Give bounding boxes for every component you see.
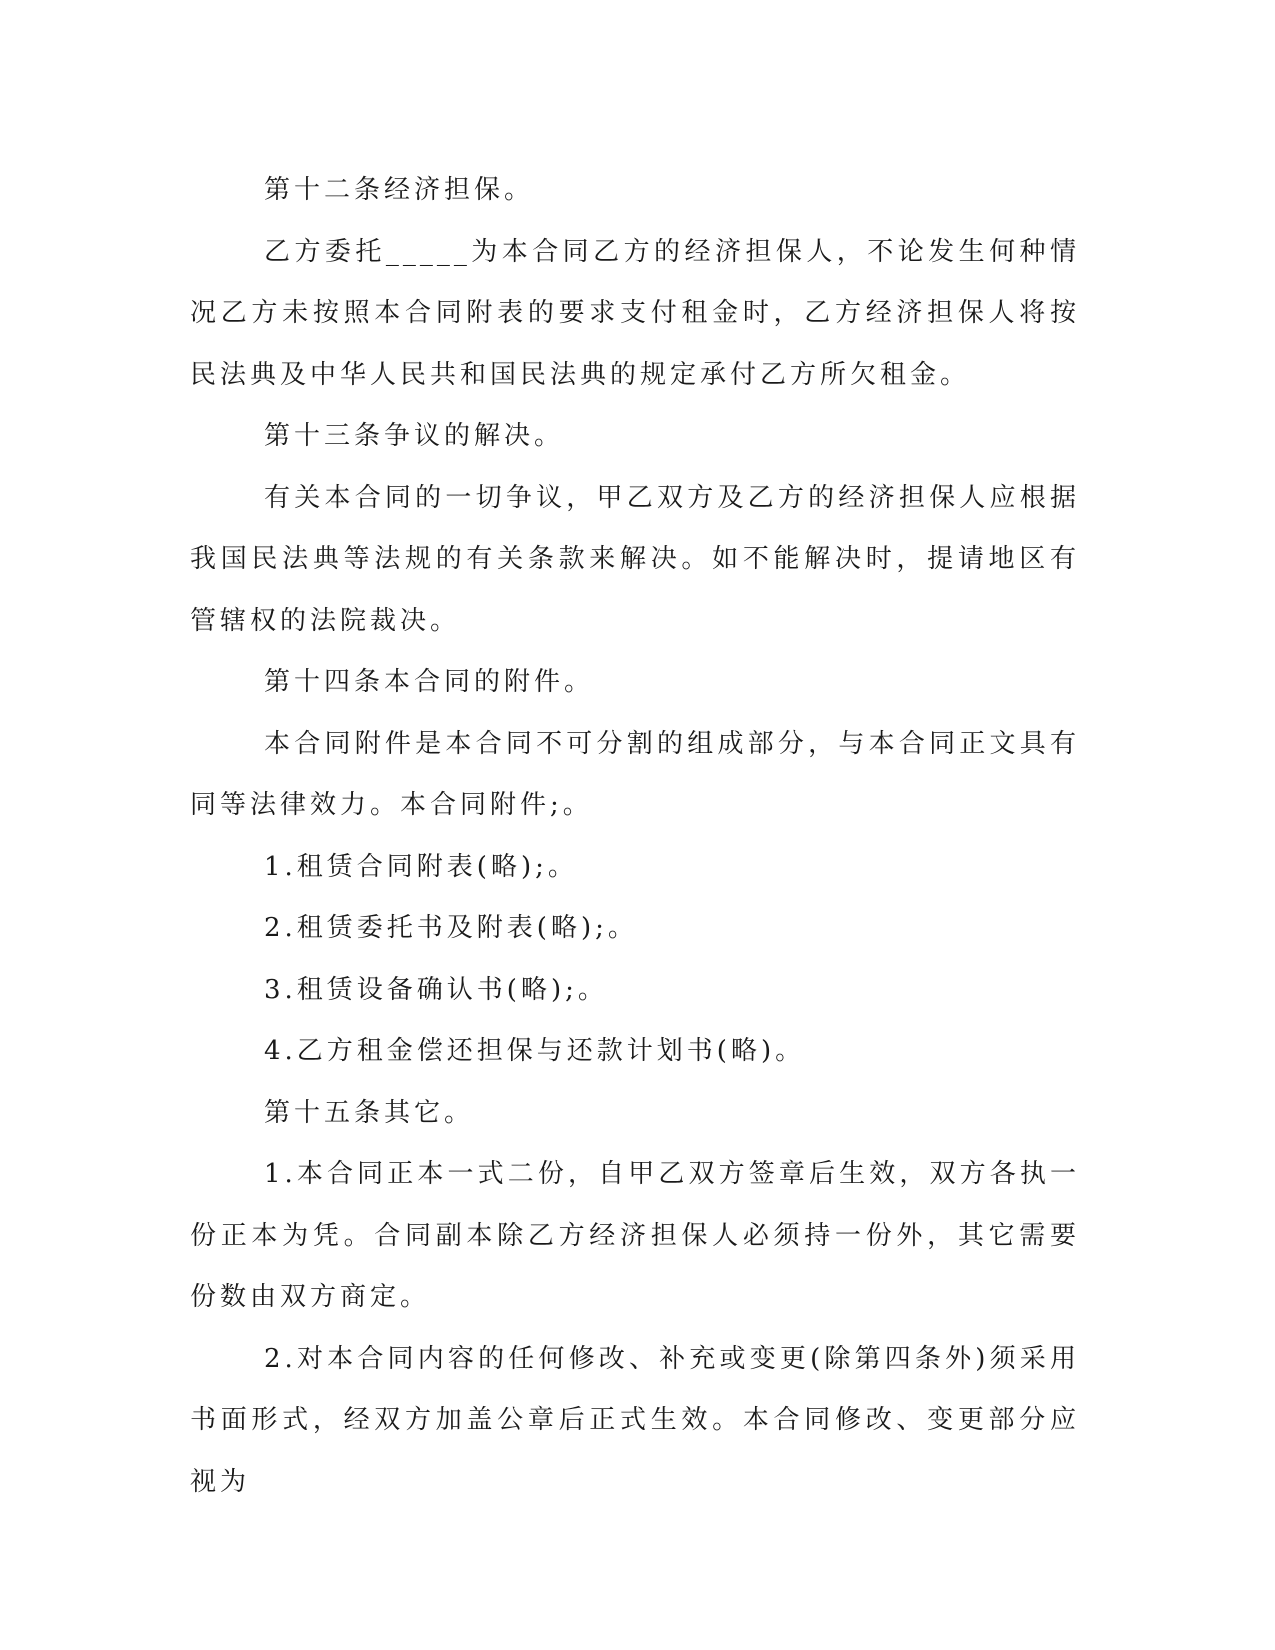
article-14-text: 本合同附件是本合同不可分割的组成部分，与本合同正文具有同等法律效力。本合同附件;。 bbox=[190, 728, 1080, 820]
attachment-item-2: 2.租赁委托书及附表(略);。 bbox=[264, 913, 638, 943]
article-14-heading: 第十四条本合同的附件。 bbox=[264, 667, 595, 697]
attachment-item-4: 4.乙方租金偿还担保与还款计划书(略)。 bbox=[264, 1036, 806, 1066]
article-12-text: 乙方委托_____为本合同乙方的经济担保人，不论发生何种情况乙方未按照本合同附表的要求支付租金时，乙方经济担保人将按民法典及中华人民共和国民法典的规定承付乙方所欠租金。 bbox=[190, 236, 1080, 390]
attachment-item-3: 3.租赁设备确认书(略);。 bbox=[264, 974, 608, 1005]
article-12-heading: 第十二条经济担保。 bbox=[264, 175, 535, 205]
article-13-text: 有关本合同的一切争议，甲乙双方及乙方的经济担保人应根据我国民法典等法规的有关条款来解决。如不能解决时，提请地区有管辖权的法院裁决。 bbox=[190, 482, 1080, 636]
document-body bbox=[190, 160, 1080, 1513]
attachment-item-1: 1.租赁合同附表(略);。 bbox=[264, 851, 578, 882]
article-15-item-1: 1.本合同正本一式二份，自甲乙双方签章后生效，双方各执一份正本为凭。合同副本除乙方经济担保人必须持一份外，其它需要份数由双方商定。 bbox=[190, 1159, 1080, 1312]
article-13-heading: 第十三条争议的解决。 bbox=[264, 421, 565, 451]
article-15-heading: 第十五条其它。 bbox=[264, 1097, 475, 1128]
article-15-item-2: 2.对本合同内容的任何修改、补充或变更(除第四条外)须采用书面形式，经双方加盖公章后正式生效。本合同修改、变更部分应视为 bbox=[190, 1343, 1080, 1497]
